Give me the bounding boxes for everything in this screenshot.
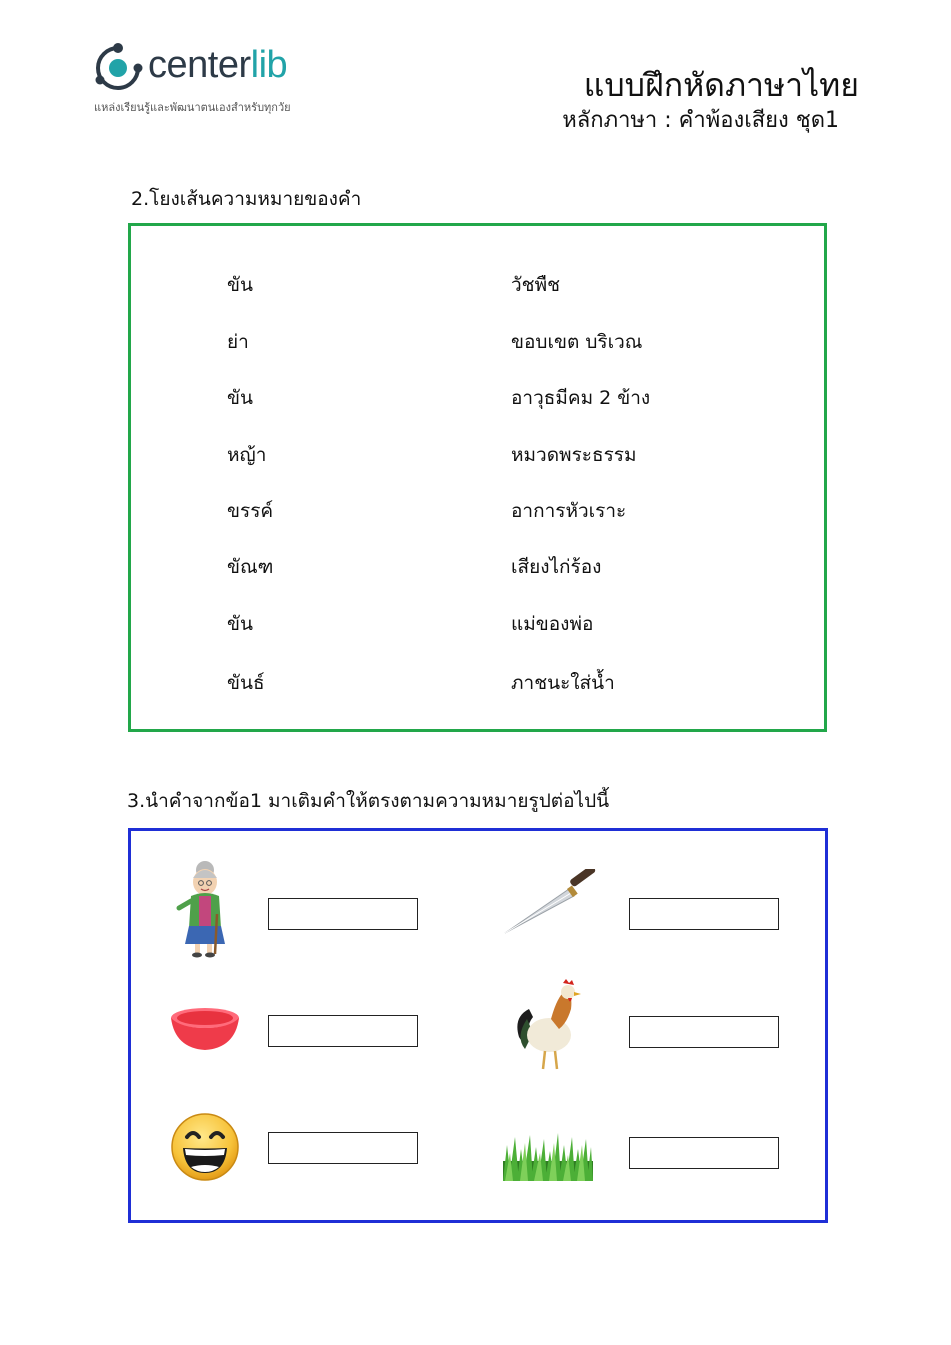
right-meaning: แม่ของพ่อ — [511, 613, 594, 635]
bowl-icon — [169, 1006, 241, 1054]
answer-field[interactable] — [268, 1015, 418, 1047]
left-word: ขัน — [227, 387, 253, 409]
left-word: ขัณฑ — [227, 556, 274, 578]
fill-in-box — [128, 828, 828, 1223]
section3-heading: 3.นำคำจากข้อ1 มาเติมคำให้ตรงตามความหมายรูปต่อไปนี้ — [127, 790, 610, 812]
worksheet-title: แบบฝึกหัดภาษาไทย — [583, 66, 859, 104]
worksheet-subtitle: หลักภาษา : คำพ้องเสียง ชุด1 — [562, 108, 839, 133]
right-meaning: หมวดพระธรรม — [511, 444, 637, 466]
left-word: ย่า — [227, 331, 249, 353]
left-word: ขัน — [227, 274, 253, 296]
right-meaning: ภาชนะใส่น้ำ — [511, 672, 615, 694]
laughing-face-icon — [169, 1111, 241, 1183]
centerlib-logo — [92, 40, 352, 120]
right-meaning: เสียงไก่ร้อง — [511, 556, 602, 578]
logo-tagline: แหล่งเรียนรู้และพัฒนาตนเองสำหรับทุกวัย — [94, 101, 291, 114]
right-meaning: อาการหัวเราะ — [511, 500, 627, 522]
grass-icon — [503, 1131, 593, 1181]
logo-mark-icon — [92, 42, 144, 94]
knife-icon — [501, 869, 601, 939]
right-meaning: อาวุธมีคม 2 ข้าง — [511, 387, 651, 409]
section2-heading: 2.โยงเส้นความหมายของคำ — [131, 188, 362, 210]
answer-field[interactable] — [629, 898, 779, 930]
matching-box — [128, 223, 827, 732]
left-word: ขันธ์ — [227, 672, 265, 694]
grandmother-icon — [171, 856, 241, 961]
answer-field[interactable] — [268, 898, 418, 930]
left-word: ขัน — [227, 613, 253, 635]
left-word: ขรรค์ — [227, 500, 274, 522]
right-meaning: วัชพืช — [511, 274, 560, 296]
logo-wordmark: centerlib — [148, 44, 288, 86]
answer-field[interactable] — [629, 1137, 779, 1169]
answer-field[interactable] — [629, 1016, 779, 1048]
right-meaning: ขอบเขต บริเวณ — [511, 331, 643, 353]
left-word: หญ้า — [227, 444, 267, 466]
rooster-icon — [511, 979, 586, 1077]
answer-field[interactable] — [268, 1132, 418, 1164]
